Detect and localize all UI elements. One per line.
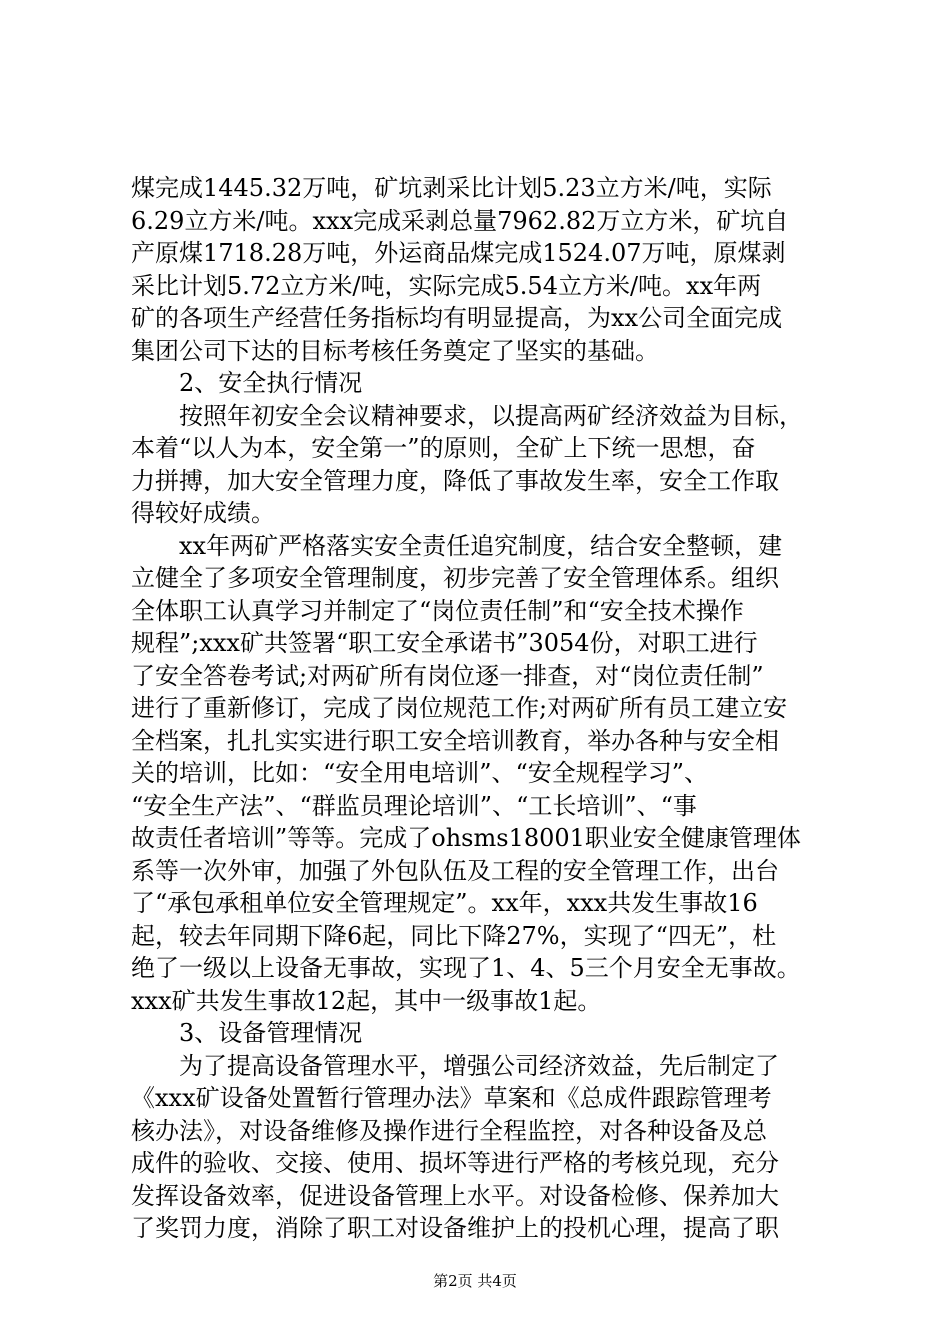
text-line: 按照年初安全会议精神要求，以提高两矿经济效益为目标， bbox=[131, 401, 803, 430]
text-line: 2、安全执行情况 bbox=[131, 369, 363, 397]
text-line: 力拼搏，加大安全管理力度，降低了事故发生率，安全工作取 bbox=[131, 466, 779, 495]
text-line: 立健全了多项安全管理制度，初步完善了安全管理体系。组织 bbox=[131, 564, 779, 592]
text-line: 产原煤1718.28万吨，外运商品煤完成1524.07万吨，原煤剥 bbox=[131, 239, 786, 267]
text-line: 核办法》，对设备维修及操作进行全程监控，对各种设备及总 bbox=[131, 1116, 767, 1145]
text-line: 全体职工认真学习并制定了“岗位责任制”和“安全技术操作 bbox=[131, 596, 744, 625]
text-line: 系等一次外审，加强了外包队伍及工程的安全管理工作，出台 bbox=[131, 856, 779, 885]
text-line: 《xxx矿设备处置暂行管理办法》草案和《总成件跟踪管理考 bbox=[131, 1084, 772, 1112]
text-line: 得较好成绩。 bbox=[131, 499, 275, 527]
text-line: 为了提高设备管理水平，增强公司经济效益，先后制定了 bbox=[131, 1051, 779, 1080]
text-line: xxx矿共发生事故12起，其中一级事故1起。 bbox=[131, 986, 602, 1015]
text-line: 矿的各项生产经营任务指标均有明显提高，为xx公司全面完成 bbox=[131, 304, 783, 332]
text-line: 了奖罚力度，消除了职工对设备维护上的投机心理，提高了职 bbox=[131, 1214, 779, 1242]
text-line: 了安全答卷考试;对两矿所有岗位逐一排查，对“岗位责任制” bbox=[131, 661, 764, 690]
page-footer: 第2页 共4页 bbox=[433, 1272, 517, 1290]
text-line: 3、设备管理情况 bbox=[131, 1019, 363, 1047]
text-line: 本着“以人为本，安全第一”的原则，全矿上下统一思想，奋 bbox=[131, 434, 756, 462]
text-line: xx年两矿严格落实安全责任追究制度，结合安全整顿，建 bbox=[131, 531, 783, 560]
text-line: 全档案，扎扎实实进行职工安全培训教育，举办各种与安全相 bbox=[131, 726, 779, 755]
text-line: 了“承包承租单位安全管理规定”。xx年，xxx共发生事故16 bbox=[131, 889, 758, 917]
text-line: 采比计划5.72立方米/吨，实际完成5.54立方米/吨。xx年两 bbox=[131, 271, 762, 300]
text-line: 成件的验收、交接、使用、损坏等进行严格的考核兑现，充分 bbox=[131, 1149, 779, 1177]
document-body bbox=[131, 172, 831, 1245]
text-line: 进行了重新修订，完成了岗位规范工作;对两矿所有员工建立安 bbox=[131, 694, 788, 722]
text-line: 发挥设备效率，促进设备管理上水平。对设备检修、保养加大 bbox=[131, 1181, 779, 1210]
text-line: 故责任者培训”等等。完成了ohsms18001职业安全健康管理体 bbox=[131, 824, 801, 852]
text-line: 集团公司下达的目标考核任务奠定了坚实的基础。 bbox=[131, 336, 659, 365]
text-line: “安全生产法”、“群监员理论培训”、“工长培训”、“事 bbox=[131, 791, 697, 820]
text-line: 起，较去年同期下降6起，同比下降27%，实现了“四无”，杜 bbox=[131, 921, 777, 950]
text-line: 关的培训，比如：“安全用电培训”、“安全规程学习”、 bbox=[131, 759, 709, 787]
text-line: 6.29立方米/吨。xxx完成采剥总量7962.82万立方米，矿坑自 bbox=[131, 206, 789, 235]
text-line: 规程”;xxx矿共签署“职工安全承诺书”3054份，对职工进行 bbox=[131, 629, 758, 657]
text-line: 绝了一级以上设备无事故，实现了1、4、5三个月安全无事故。 bbox=[131, 954, 801, 982]
text-line: 煤完成1445.32万吨，矿坑剥采比计划5.23立方米/吨，实际 bbox=[131, 174, 772, 202]
